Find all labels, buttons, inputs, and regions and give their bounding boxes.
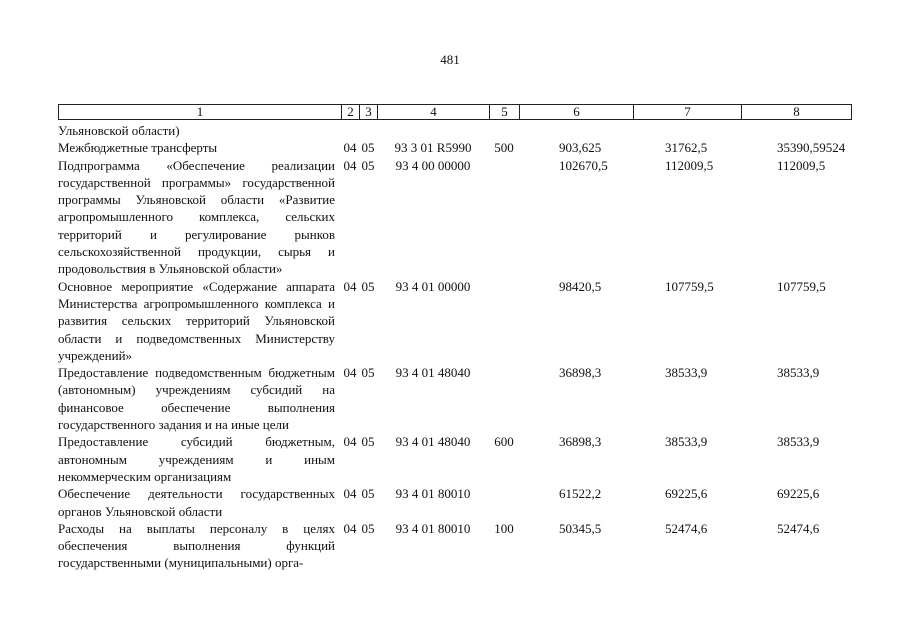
budget-table	[58, 122, 851, 572]
table-row	[58, 520, 851, 572]
table-row	[58, 139, 851, 156]
header-cell-2: 2	[342, 105, 360, 120]
cell-c8: 35390,59524	[777, 140, 846, 156]
cell-c5	[489, 278, 519, 364]
cell-c8: 107759,5	[777, 278, 826, 294]
cell-c5	[489, 364, 519, 433]
cell-c5	[489, 485, 519, 520]
cell-c8: 112009,5	[777, 157, 826, 173]
cell-c8: 52474,6	[777, 520, 820, 536]
cell-c3: 05	[361, 157, 375, 173]
cell-c2: 04	[343, 157, 357, 173]
header-cell-4: 4	[378, 105, 490, 120]
cell-c5	[489, 122, 519, 139]
cell-c5	[489, 157, 519, 278]
cell-name: Предоставление подведомственным бюджетным (автономным) учреждениям субсидий на финансовое обеспечение выполнения государственного задания и на иные цели	[58, 365, 335, 433]
header-cell-6: 6	[520, 105, 634, 120]
cell-c8: 38533,9	[777, 365, 820, 381]
cell-c5: 500	[494, 140, 514, 156]
cell-c4: 93 4 01 48040	[395, 434, 471, 450]
cell-c6: 50345,5	[559, 520, 602, 536]
cell-name: Межбюджетные трансферты	[58, 140, 218, 156]
cell-c4: 93 4 00 00000	[395, 157, 471, 173]
cell-name: Ульяновской области)	[58, 123, 180, 138]
cell-c5: 100	[494, 520, 514, 536]
header-cell-7: 7	[634, 105, 742, 120]
cell-c7: 31762,5	[665, 140, 708, 156]
cell-c4: 93 4 01 80010	[395, 486, 471, 502]
header-cell-1: 1	[59, 105, 342, 120]
cell-name: Предоставление субсидий бюджетным, автономным учреждениям и иным некоммерческим организациям	[58, 434, 335, 484]
cell-c7: 112009,5	[665, 157, 714, 173]
cell-name: Расходы на выплаты персоналу в целях обеспечения выполнения функций государственными (муниципальными) орга-	[58, 520, 335, 571]
cell-c8: 69225,6	[777, 486, 820, 502]
cell-c6: 36898,3	[559, 434, 602, 450]
cell-c6: 903,625	[559, 140, 602, 156]
cell-c3: 05	[361, 278, 375, 294]
cell-name: Подпрограмма «Обеспечение реализации государственной программы» государственной программы Ульяновской области «Развитие агропромышленного комплекса, сельских территорий и регулирование рынков сельскохозяйственной продукции, сырья и продовольствия в Ульяновской области»	[58, 157, 335, 277]
table-row	[58, 278, 851, 364]
cell-c4: 93 3 01 R5990	[394, 140, 472, 156]
cell-c6: 36898,3	[559, 365, 602, 381]
header-cell-5: 5	[490, 105, 520, 120]
cell-c2: 04	[343, 486, 357, 502]
cell-c2: 04	[343, 278, 357, 294]
cell-c7: 107759,5	[665, 278, 714, 294]
cell-c2: 04	[343, 365, 357, 381]
cell-c7: 69225,6	[665, 486, 708, 502]
cell-c3: 05	[361, 486, 375, 502]
cell-name: Основное мероприятие «Содержание аппарата Министерства агропромышленного комплекса и развития сельских территорий Ульяновской области и подведомственных Министерству учреждений»	[58, 278, 335, 363]
table-row	[58, 433, 851, 485]
cell-c3: 05	[361, 365, 375, 381]
cell-c6	[519, 122, 633, 139]
cell-c7: 52474,6	[665, 520, 708, 536]
cell-c4	[377, 122, 489, 139]
header-cell-3: 3	[360, 105, 378, 120]
cell-c7	[633, 122, 741, 139]
table-row	[58, 364, 851, 433]
cell-c3	[359, 122, 377, 139]
header-row	[59, 105, 852, 120]
cell-c4: 93 4 01 48040	[395, 365, 471, 381]
cell-c7: 38533,9	[665, 365, 708, 381]
table-row	[58, 157, 851, 278]
cell-c6: 61522,2	[559, 486, 602, 502]
header-cell-8: 8	[742, 105, 852, 120]
cell-c4: 93 4 01 00000	[395, 278, 471, 294]
cell-c5: 600	[494, 434, 514, 450]
cell-c8	[741, 122, 851, 139]
cell-c2	[341, 122, 359, 139]
cell-c6: 98420,5	[559, 278, 602, 294]
cell-c3: 05	[361, 520, 375, 536]
cell-c7: 38533,9	[665, 434, 708, 450]
table-row	[58, 122, 851, 139]
cell-c3: 05	[361, 434, 375, 450]
page-number: 481	[440, 52, 460, 67]
table-body	[58, 122, 851, 572]
cell-c8: 38533,9	[777, 434, 820, 450]
cell-c2: 04	[343, 434, 357, 450]
cell-c3: 05	[361, 140, 375, 156]
cell-c2: 04	[343, 520, 357, 536]
cell-c6: 102670,5	[559, 157, 608, 173]
table-header	[58, 104, 852, 120]
cell-c4: 93 4 01 80010	[395, 520, 471, 536]
cell-c2: 04	[343, 140, 357, 156]
cell-name: Обеспечение деятельности государственных органов Ульяновской области	[58, 486, 335, 519]
table-row	[58, 485, 851, 520]
